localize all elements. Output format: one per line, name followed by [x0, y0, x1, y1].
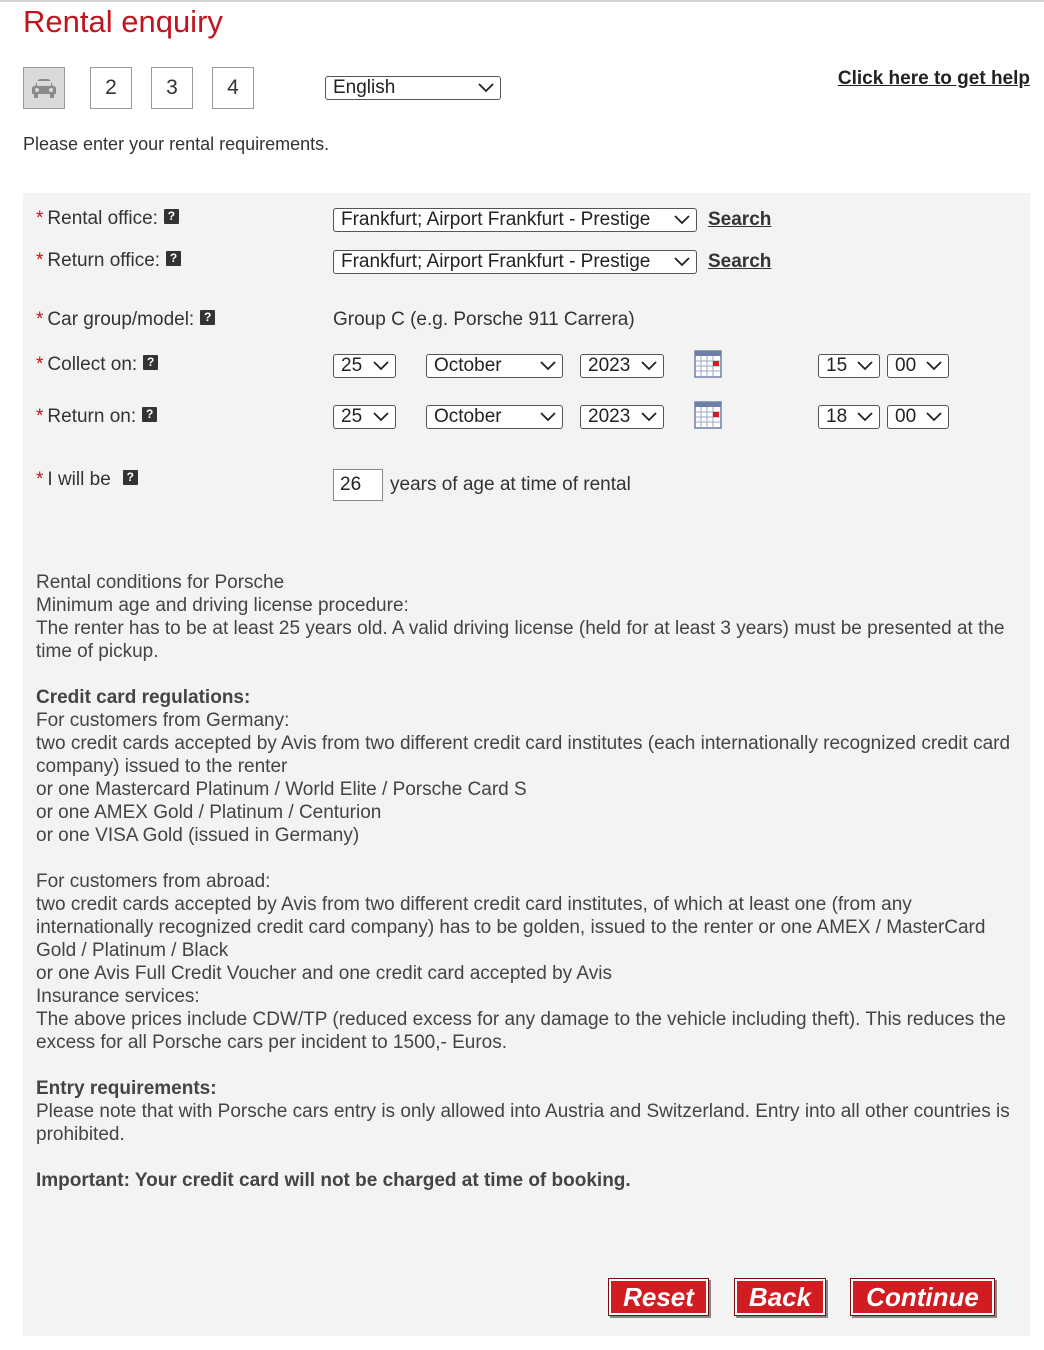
required-marker: *	[36, 208, 44, 229]
car-group-value: Group C (e.g. Porsche 911 Carrera)	[333, 309, 635, 330]
step-2-indicator[interactable]: 2	[90, 67, 132, 109]
return-office-search-link[interactable]: Search	[708, 251, 772, 272]
rental-form-panel	[23, 193, 1030, 1336]
collect-hour-select[interactable]	[818, 354, 880, 378]
help-icon[interactable]: ?	[166, 251, 181, 266]
age-label	[36, 469, 138, 491]
return-on-label-text: Return on:	[47, 406, 137, 427]
rental-conditions	[36, 571, 1021, 1192]
reset-button[interactable]: Reset	[608, 1278, 709, 1316]
chevron-down-icon	[478, 83, 494, 93]
conditions-line: Minimum age and driving license procedure:	[36, 595, 409, 616]
conditions-line: or one VISA Gold (issued in Germany)	[36, 825, 360, 846]
required-marker: *	[36, 469, 44, 490]
collect-calendar-icon[interactable]	[694, 350, 722, 378]
conditions-line: or one AMEX Gold / Platinum / Centurion	[36, 802, 382, 823]
chevron-down-icon	[857, 361, 873, 371]
return-on-label	[36, 406, 157, 428]
collect-month-select[interactable]	[426, 354, 563, 378]
help-icon[interactable]: ?	[200, 310, 215, 325]
car-group-label-text: Car group/model:	[47, 309, 195, 330]
return-minute-select[interactable]	[887, 405, 949, 429]
collect-day-select[interactable]	[333, 354, 396, 378]
age-input[interactable]	[333, 469, 383, 501]
car-group-label	[36, 309, 215, 331]
rental-office-label-text: Rental office:	[47, 208, 158, 229]
chevron-down-icon	[373, 412, 389, 422]
chevron-down-icon	[674, 257, 690, 267]
back-button[interactable]: Back	[734, 1278, 826, 1316]
conditions-line: or one Avis Full Credit Voucher and one credit card accepted by Avis	[36, 963, 612, 984]
return-minute-value: 00	[895, 406, 917, 427]
chevron-down-icon	[373, 361, 389, 371]
return-month-value: October	[434, 406, 502, 427]
chevron-down-icon	[674, 215, 690, 225]
chevron-down-icon	[926, 361, 942, 371]
chevron-down-icon	[540, 361, 556, 371]
collect-on-label	[36, 354, 158, 376]
page-title: Rental enquiry	[23, 4, 223, 39]
return-year-value: 2023	[588, 406, 631, 427]
help-icon[interactable]: ?	[142, 407, 157, 422]
return-office-label	[36, 250, 181, 272]
collect-year-value: 2023	[588, 355, 631, 376]
required-marker: *	[36, 406, 44, 427]
conditions-line: The renter has to be at least 25 years old. A valid driving license (held for at least 3 years) must be presented at the time of pickup.	[36, 618, 1005, 662]
required-marker: *	[36, 354, 44, 375]
chevron-down-icon	[641, 412, 657, 422]
rental-office-select[interactable]	[333, 208, 697, 232]
return-month-select[interactable]	[426, 405, 563, 429]
conditions-line: Insurance services:	[36, 986, 200, 1007]
continue-button[interactable]: Continue	[850, 1278, 995, 1316]
collect-day-value: 25	[341, 355, 363, 376]
collect-month-value: October	[434, 355, 502, 376]
conditions-line: The above prices include CDW/TP (reduced excess for any damage to the vehicle including theft). This reduces the excess for all Porsche cars per incident to 1500,- Euros.	[36, 1009, 1006, 1053]
help-link[interactable]: Click here to get help	[837, 68, 1030, 89]
collect-hour-value: 15	[826, 355, 848, 376]
help-icon[interactable]: ?	[164, 209, 179, 224]
return-hour-value: 18	[826, 406, 848, 427]
required-marker: *	[36, 309, 44, 330]
return-office-value: Frankfurt; Airport Frankfurt - Prestige	[341, 251, 651, 272]
conditions-line: For customers from Germany:	[36, 710, 290, 731]
language-select-value: English	[333, 77, 396, 98]
conditions-line: two credit cards accepted by Avis from two different credit card institutes (each internationally recognized credit card company) issued to the renter	[36, 733, 1011, 777]
chevron-down-icon	[540, 412, 556, 422]
return-hour-select[interactable]	[818, 405, 880, 429]
rental-office-search-link[interactable]: Search	[708, 209, 772, 230]
conditions-line: Please note that with Porsche cars entry is only allowed into Austria and Switzerland. Entry into all other countries is prohibited.	[36, 1101, 1010, 1145]
entry-requirements-heading: Entry requirements:	[36, 1078, 217, 1099]
step-1-indicator[interactable]	[23, 67, 65, 109]
return-year-select[interactable]	[580, 405, 664, 429]
conditions-line: or one Mastercard Platinum / World Elite / Porsche Card S	[36, 779, 527, 800]
rental-office-value: Frankfurt; Airport Frankfurt - Prestige	[341, 209, 651, 230]
language-select[interactable]	[325, 76, 501, 100]
chevron-down-icon	[926, 412, 942, 422]
car-icon	[30, 77, 58, 99]
return-office-label-text: Return office:	[47, 250, 161, 271]
credit-card-heading: Credit card regulations:	[36, 687, 251, 708]
collect-year-select[interactable]	[580, 354, 664, 378]
important-notice: Important: Your credit card will not be charged at time of booking.	[36, 1170, 631, 1191]
top-divider	[0, 0, 1044, 2]
conditions-line: For customers from abroad:	[36, 871, 271, 892]
conditions-line: two credit cards accepted by Avis from two different credit card institutes, of which at least one (from any internationally recognized credit card company) has to be golden, issued to the renter or one AMEX / MasterCard Gold / Platinum / Black	[36, 894, 986, 961]
help-icon[interactable]: ?	[143, 355, 158, 370]
age-suffix-text: years of age at time of rental	[390, 474, 631, 495]
collect-on-label-text: Collect on:	[47, 354, 138, 375]
return-day-select[interactable]	[333, 405, 396, 429]
required-marker: *	[36, 250, 44, 271]
step-3-indicator[interactable]: 3	[151, 67, 193, 109]
age-label-text: I will be	[47, 469, 111, 490]
return-office-select[interactable]	[333, 250, 697, 274]
step-4-indicator[interactable]: 4	[212, 67, 254, 109]
chevron-down-icon	[641, 361, 657, 371]
collect-minute-value: 00	[895, 355, 917, 376]
return-calendar-icon[interactable]	[694, 401, 722, 429]
intro-text: Please enter your rental requirements.	[23, 134, 330, 154]
return-day-value: 25	[341, 406, 363, 427]
rental-office-label	[36, 208, 179, 230]
help-icon[interactable]: ?	[123, 470, 138, 485]
collect-minute-select[interactable]	[887, 354, 949, 378]
chevron-down-icon	[857, 412, 873, 422]
conditions-line: Rental conditions for Porsche	[36, 572, 285, 593]
